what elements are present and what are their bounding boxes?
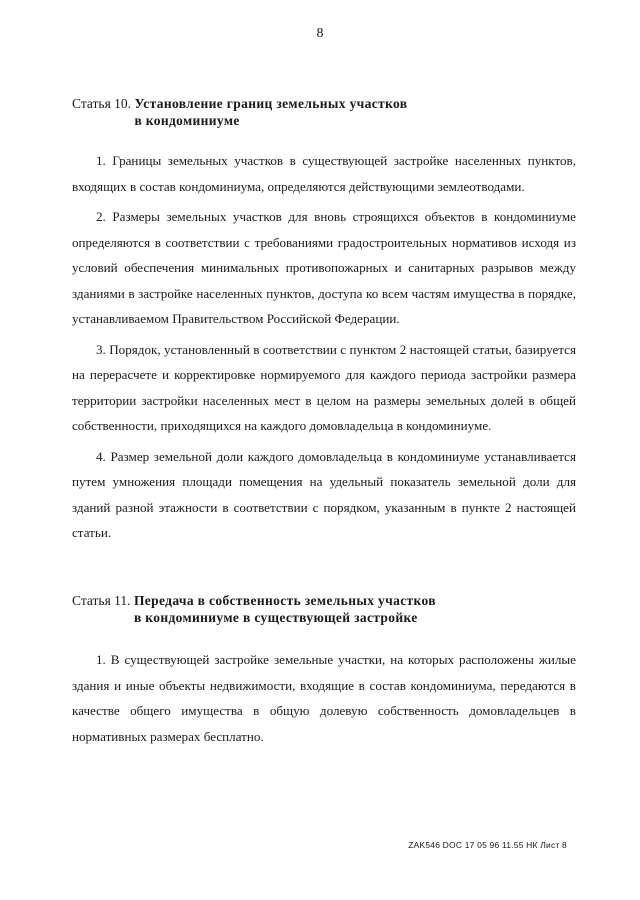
paragraph: 2. Размеры земельных участков для вновь строящихся объектов в кондоминиуме определяются в соответствии с требованиями градостроительных нормативов исходя из условий обеспечения минимальных противопожарных и санитарных разрывов между зданиями в застройке населенных пунктов, доступа ко всем частям имущества в порядке, устанавливаемом Правительством Российской Федерации. bbox=[72, 209, 576, 326]
article-11-title-line-1: Передача в собственность земельных участков bbox=[133, 593, 436, 608]
paragraph: 4. Размер земельной доли каждого домовладельца в кондоминиуме устанавливается путем умножения площади помещения на удельный показатель земельной доли для зданий разной этажности в соответствии с порядком, указанным в пункте 2 настоящей статьи. bbox=[72, 448, 576, 540]
page-number: 8 bbox=[316, 26, 324, 41]
article-10-title-line-1: Установление границ земельных участков bbox=[134, 96, 408, 111]
paragraph: 3. Порядок, установленный в соответствии с пунктом 2 настоящей статьи, базируется на перерасчете и корректировке нормируемого для каждого периода застройки размера территории застройки населенных мест в целом на размеры земельных долей в общей собственности, приходящихся на каждого домовладельца в кондоминиуме. bbox=[72, 341, 576, 433]
article-10-heading bbox=[72, 95, 576, 129]
article-10-title bbox=[134, 95, 407, 129]
article-11-title bbox=[134, 592, 436, 626]
article-11-body bbox=[72, 647, 576, 754]
paragraph: 1. Границы земельных участков в существующей застройке населенных пунктов, входящих в состав кондоминиума, определяются действующими землеотводами. bbox=[72, 153, 576, 194]
article-10-body bbox=[72, 148, 576, 551]
article-10-number: Статья 10. bbox=[72, 96, 135, 111]
article-11-number: Статья 11. bbox=[72, 593, 134, 608]
article-11-title-line-2: в кондоминиуме в существующей застройке bbox=[133, 610, 418, 625]
article-11-heading bbox=[72, 592, 576, 626]
paragraph: 1. В существующей застройке земельные участки, на которых расположены жилые здания и иные объекты недвижимости, входящие в состав кондоминиума, передаются в качестве общего имущества в общую долевую собственность домовладельцев в нормативных размерах бесплатно. bbox=[72, 652, 576, 744]
footer-doc-stamp: ZAK546 DOC 17 05 96 11.55 НК Лист 8 bbox=[408, 840, 567, 850]
article-10-title-line-2: в кондоминиуме bbox=[134, 113, 240, 128]
